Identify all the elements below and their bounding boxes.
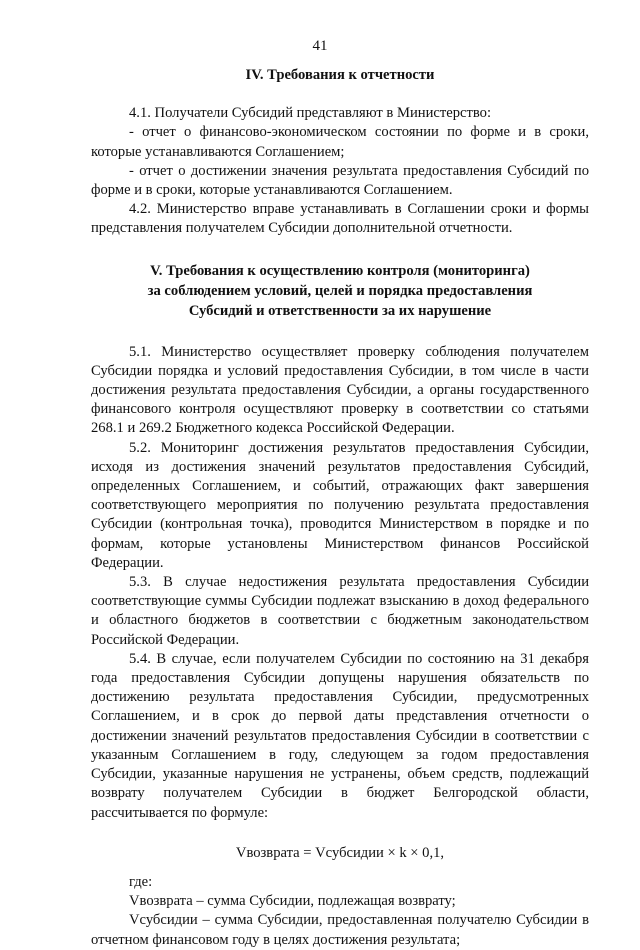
paragraph-5-4: 5.4. В случае, если получателем Субсидии по состоянию на 31 декабря года предоставления Субсидии допущены нарушения обязательств по достижению результата предоставления Субсидии, предусмотренных Соглашением, и в срок до первой даты представления отчетности о достижении значений результатов предоставления Субсидии в соответствии с указанным Соглашением в году, следующем за годом предоставления Субсидии, указанные нарушения не устранены, объем средств, подлежащий возврату получателем Субсидии в бюджет Белгородской области, рассчитывается по формуле: bbox=[91, 650, 589, 821]
paragraph-5-2: 5.2. Мониторинг достижения результатов предоставления Субсидии, исходя из достижения значений результатов предоставления Субсидий, определенных Соглашением, и событий, отражающих факт завершения соответствующего мероприятия по получению результата предоставления Субсидии (контрольная точка), проводится Министерством в порядке и по формам, которые установлены Министерством финансов Российской Федерации. bbox=[91, 439, 589, 571]
return-formula: Vвозврата = Vсубсидии × k × 0,1, bbox=[235, 844, 445, 861]
paragraph-4-2: 4.2. Министерство вправе устанавливать в Соглашении сроки и формы представления получателем Субсидии дополнительной отчетности. bbox=[91, 201, 589, 237]
paragraph-5-1: 5.1. Министерство осуществляет проверку соблюдения получателем Субсидии порядка и условий предоставления Субсидии, в том числе в части достижения результата предоставления Субсидии, а органы государственного финансового контроля осуществляют проверку в соответствии со статьями 268.1 и 269.2 Бюджетного кодекса Российской Федерации. bbox=[91, 343, 589, 437]
section-5-title-line-2: за соблюдением условий, целей и порядка предоставления bbox=[147, 282, 533, 299]
section-5-title bbox=[91, 261, 589, 321]
definition-v-subsidy: Vсубсидии – сумма Субсидии, предоставленная получателю Субсидии в отчетном финансовом году в целях достижения результата; bbox=[91, 912, 589, 948]
paragraph-4-1: 4.1. Получатели Субсидий представляют в Министерство: bbox=[129, 105, 492, 122]
where-label: где: bbox=[129, 873, 153, 890]
section-5-title-line-1: V. Требования к осуществлению контроля (мониторинга) bbox=[150, 262, 530, 279]
paragraph-4-1-item-2: - отчет о достижении значения результата предоставления Субсидий по форме и в сроки, которые устанавливаются Соглашением. bbox=[91, 162, 589, 199]
definition-v-return: Vвозврата – сумма Субсидии, подлежащая возврату; bbox=[129, 893, 456, 910]
section-5-title-line-3: Субсидий и ответственности за их нарушение bbox=[188, 302, 492, 319]
paragraph-4-1-item-1: - отчет о финансово-экономическом состоянии по форме и в сроки, которые устанавливаются Соглашением; bbox=[91, 124, 589, 160]
page-number: 41 bbox=[312, 38, 328, 54]
section-4-title: IV. Требования к отчетности bbox=[245, 67, 435, 83]
document-body bbox=[91, 66, 589, 950]
paragraph-5-3: 5.3. В случае недостижения результата предоставления Субсидии соответствующие суммы Субсидии подлежат взысканию в доход федерального и областного бюджетов в соответствии с бюджетным законодательством Российской Федерации. bbox=[91, 574, 589, 648]
